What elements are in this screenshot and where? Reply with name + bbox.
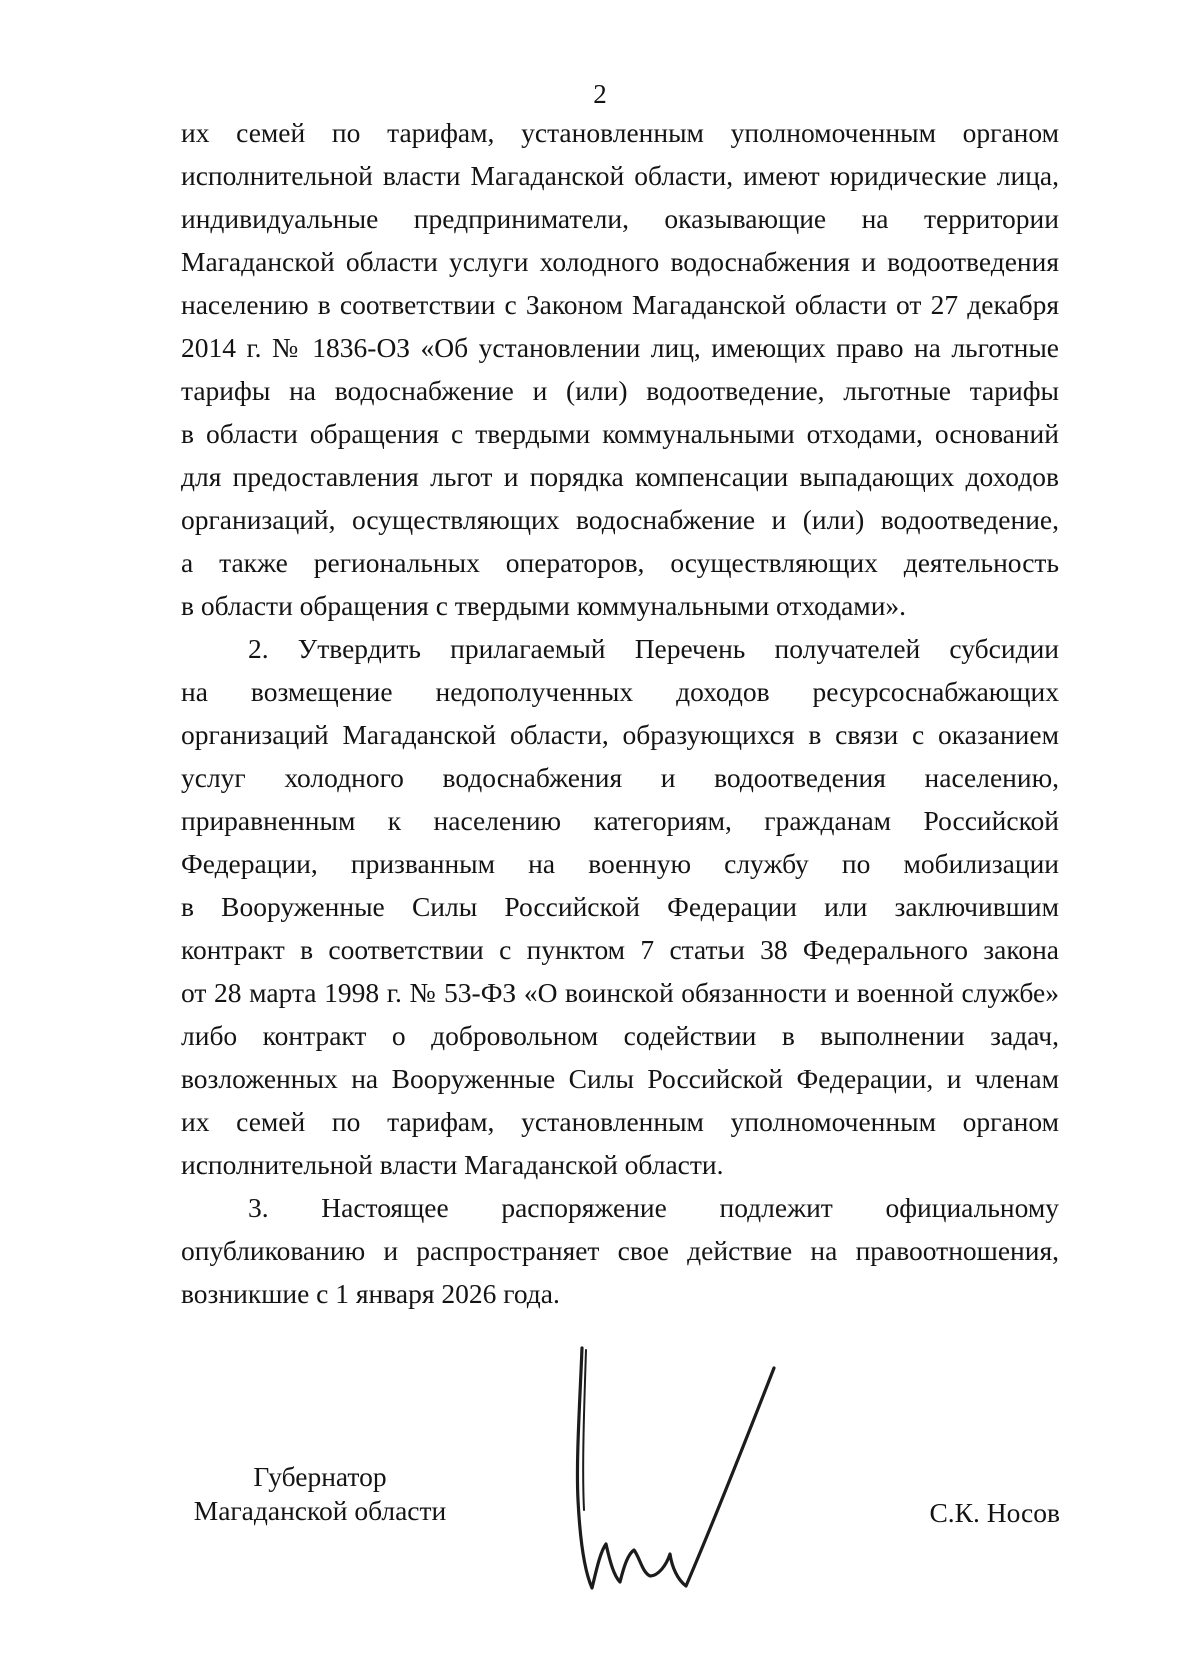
text-line: услуг холодного водоснабжения и водоотведения населению, [181, 762, 1059, 793]
page-number: 2 [593, 79, 607, 109]
text-line: либо контракт о добровольном содействии в выполнении задач, [181, 1020, 1059, 1051]
text-line: в Вооруженные Силы Российской Федерации или заключившим [181, 891, 1059, 922]
signatory-title-line2: Магаданской области [193, 1495, 447, 1526]
text-line: возникшие с 1 января 2026 года. [181, 1278, 560, 1309]
text-line: контракт в соответствии с пунктом 7 статьи 38 Федерального закона [181, 934, 1059, 965]
text-line: возложенных на Вооруженные Силы Российской Федерации, и членам [181, 1063, 1059, 1094]
paragraph-2-start: 2. Утвердить прилагаемый Перечень получателей субсидии [248, 633, 1059, 664]
text-line: приравненным к населению категориям, гражданам Российской [181, 805, 1059, 836]
signatory-name: С.К. Носов [929, 1497, 1060, 1528]
paragraph-3-start: 3. Настоящее распоряжение подлежит официальному [248, 1192, 1059, 1223]
text-line: от 28 марта 1998 г. № 53-ФЗ «О воинской обязанности и военной службе» [181, 977, 1059, 1008]
text-line: для предоставления льгот и порядка компенсации выпадающих доходов [181, 461, 1059, 492]
text-line: 2014 г. № 1836-ОЗ «Об установлении лиц, имеющих право на льготные [181, 332, 1059, 363]
text-line: индивидуальные предприниматели, оказывающие на территории [181, 203, 1059, 234]
text-line: населению в соответствии с Законом Магаданской области от 27 декабря [181, 289, 1059, 320]
text-line: Федерации, призванным на военную службу по мобилизации [181, 848, 1059, 879]
text-line: в области обращения с твердыми коммунальными отходами». [181, 590, 907, 621]
text-line: опубликованию и распространяет свое действие на правоотношения, [181, 1235, 1059, 1266]
text-line: организаций Магаданской области, образующихся в связи с оказанием [181, 719, 1059, 750]
text-line: исполнительной власти Магаданской области. [181, 1149, 724, 1180]
text-line: тарифы на водоснабжение и (или) водоотведение, льготные тарифы [181, 375, 1059, 406]
handwritten-signature [570, 1340, 810, 1600]
text-line: в области обращения с твердыми коммунальными отходами, оснований [181, 418, 1059, 449]
text-line: Магаданской области услуги холодного водоснабжения и водоотведения [181, 246, 1059, 277]
text-line: на возмещение недополученных доходов ресурсоснабжающих [181, 676, 1059, 707]
text-line: организаций, осуществляющих водоснабжение и (или) водоотведение, [181, 504, 1059, 535]
text-line: исполнительной власти Магаданской области, имеют юридические лица, [181, 160, 1059, 191]
text-line: их семей по тарифам, установленным уполномоченным органом [181, 1106, 1059, 1137]
signatory-title-line1: Губернатор [253, 1461, 387, 1492]
text-line: их семей по тарифам, установленным уполномоченным органом [181, 117, 1059, 148]
text-line: а также региональных операторов, осуществляющих деятельность [181, 547, 1059, 578]
